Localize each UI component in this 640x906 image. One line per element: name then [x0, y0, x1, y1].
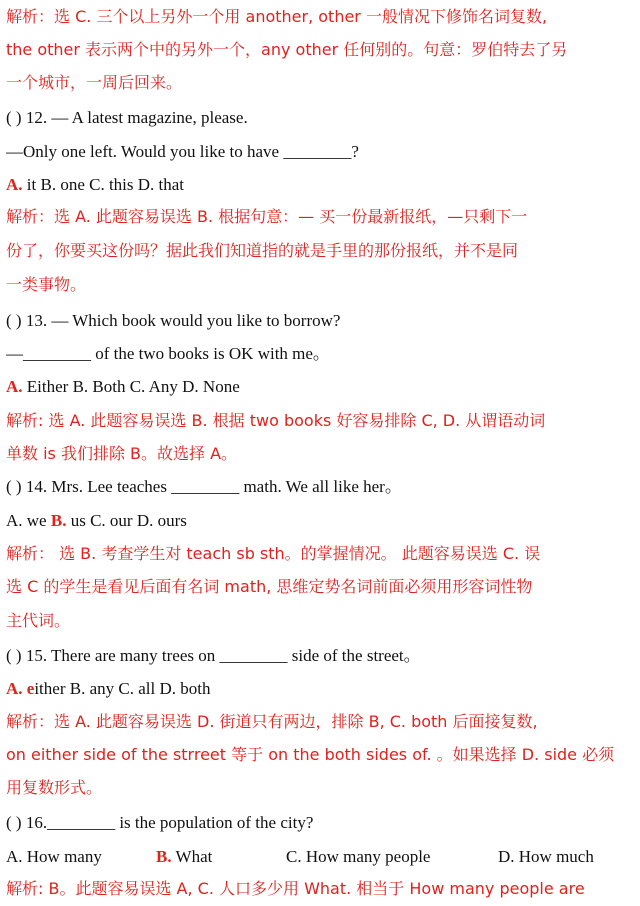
question-line: ( ) 16.________ is the population of the city? [6, 813, 314, 832]
option-a: A. How many [6, 847, 102, 866]
explanation-line: 解析: B。此题容易误选 A, C. 人口多少用 What. 相当于 How many people are [6, 879, 585, 898]
answer-mark: A. e [6, 679, 35, 698]
options-text: ither B. any C. all D. both [34, 679, 211, 698]
question-line: ( ) 12. — A latest magazine, please. [6, 108, 248, 127]
explanation-line: the other 表示两个中的另外一个，any other 任何别的。句意：罗伯特去了另 [6, 40, 568, 59]
question-line: ( ) 13. — Which book would you like to borrow? [6, 311, 341, 330]
answer-mark: A. [6, 175, 23, 194]
option-b-text: What [171, 847, 213, 866]
options-line [6, 840, 636, 874]
options-line [6, 370, 636, 404]
options-line [6, 504, 636, 538]
options-text: it B. one C. this D. that [22, 175, 185, 194]
explanation-line: 解析：选 C. 三个以上另外一个用 another, other 一般情况下修饰名词复数, [6, 7, 548, 26]
explanation-line: 解析：选 A. 此题容易误选 D. 街道只有两边，排除 B, C. both 后面接复数, [6, 712, 538, 731]
option-c: C. How many people [286, 847, 431, 866]
options-line [6, 672, 636, 706]
option-b [156, 840, 286, 874]
options-line [6, 168, 636, 202]
answer-mark: B. [50, 511, 67, 530]
answer-mark: B. [156, 847, 172, 866]
explanation-line: 解析: 选 A. 此题容易误选 B. 根据 two books 好容易排除 C, D. 从谓语动词 [6, 411, 546, 430]
explanation-line: 解析： 选 B. 考查学生对 teach sb sth。的掌握情况。 此题容易误选 C. 误 [6, 544, 541, 563]
explanation-line: 主代词。 [6, 611, 71, 630]
option-a: A. we [6, 511, 51, 530]
explanation-line: 单数 is 我们排除 B。故选择 A。 [6, 444, 238, 463]
explanation-line: 一类事物。 [6, 275, 87, 294]
options-text: Either B. Both C. Any D. None [22, 377, 240, 396]
explanation-line: on either side of the strreet 等于 on the both sides of. 。如果选择 D. side 必须 [6, 745, 615, 764]
explanation-line: 解析：选 A. 此题容易误选 B. 根据句意：— 买一份最新报纸，—只剩下一 [6, 207, 528, 226]
options-text: us C. our D. ours [66, 511, 187, 530]
question-line: ( ) 15. There are many trees on ________ side of the street。 [6, 646, 421, 665]
explanation-line: 用复数形式。 [6, 778, 103, 797]
explanation-line: 选 C 的学生是看见后面有名词 math, 思维定势名词前面必须用形容词性物 [6, 577, 533, 596]
explanation-line: 一个城市，一周后回来。 [6, 73, 183, 92]
answer-mark: A. [6, 377, 23, 396]
question-line: —________ of the two books is OK with me。 [6, 344, 330, 363]
explanation-line: 份了，你要买这份吗？据此我们知道指的就是手里的那份报纸，并不是同 [6, 241, 519, 260]
question-line: ( ) 14. Mrs. Lee teaches ________ math. We all like her。 [6, 477, 402, 496]
question-line: —Only one left. Would you like to have ________? [6, 142, 359, 161]
option-d: D. How much [498, 847, 594, 866]
